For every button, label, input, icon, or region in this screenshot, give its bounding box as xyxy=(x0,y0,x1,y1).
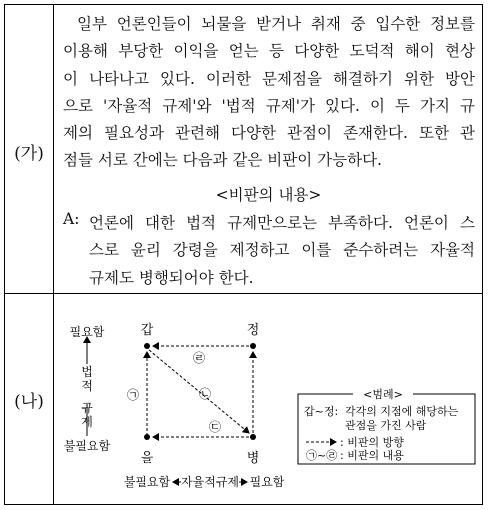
critique-title: <비판의 내용> xyxy=(215,186,322,204)
legend-row1-text: 각각의 지점에 해당하는 xyxy=(345,405,459,418)
critique-line: 규제도 병행되어야 한다. xyxy=(89,268,254,287)
paragraph-line: 점들 서로 간에는 다음과 같은 비판이 가능하다. xyxy=(63,151,382,170)
legend-row3-text: : 비판의 내용 xyxy=(340,449,404,462)
section-na-label: (나) xyxy=(14,392,44,412)
point-gap xyxy=(144,343,150,349)
legend-row1-text2: 관점을 가진 사람 xyxy=(345,419,427,432)
critique-line: 언론에 대한 법적 규제만으로는 부족하다. 언론이 스 xyxy=(89,214,475,232)
point-byeong xyxy=(250,434,256,440)
legend-row3-key: ㉠~㉣ xyxy=(306,449,338,462)
paragraph-line: 이용해 부당한 이익을 얻는 등 다양한 도덕적 해이 현상 xyxy=(63,42,475,61)
point-eul-label: 을 xyxy=(140,451,154,466)
paragraph-line: 이 나타나고 있다. 이러한 문제점을 해결하기 위한 방안 xyxy=(63,69,475,88)
mark-a3: ㉢ xyxy=(208,420,222,434)
legend-row1-key: 갑~정: xyxy=(304,405,339,418)
critique-line: 스로 윤리 강령을 제정하고 이를 준수하려는 자율적 xyxy=(89,241,475,260)
y-axis-top-label: 필요함 xyxy=(69,325,105,339)
y-axis-char: 제 xyxy=(81,415,93,429)
legend-title: <범례> xyxy=(363,388,403,401)
mark-a2: ㉡ xyxy=(198,387,212,401)
critique-diagram xyxy=(53,294,483,504)
critique-text xyxy=(89,210,475,292)
paragraph-line: 제의 필요성과 관련해 다양한 관점이 존재한다. 또한 관 xyxy=(63,124,475,143)
critique-key: A: xyxy=(63,210,80,228)
x-axis-right-label: 필요함 xyxy=(249,475,285,489)
legend-row2-text: : 비판의 방향 xyxy=(340,436,404,449)
point-byeong-label: 병 xyxy=(246,451,260,466)
y-axis-char: 법 xyxy=(81,365,93,379)
section-ga-paragraph xyxy=(63,11,475,175)
point-jeong xyxy=(250,343,256,349)
question-table xyxy=(4,4,483,505)
mark-a1: ㉠ xyxy=(126,388,140,402)
x-axis-mid-label: 자율적규제 xyxy=(181,475,239,489)
paragraph-line: 일부 언론인들이 뇌물을 받거나 취재 중 입수한 정보를 xyxy=(77,15,475,33)
y-axis-char: 규 xyxy=(81,401,93,415)
point-gap-label: 갑 xyxy=(140,323,154,338)
y-axis-char: 적 xyxy=(81,379,93,393)
section-ga-label: (가) xyxy=(14,144,44,164)
x-axis-left-label: 불필요함 xyxy=(123,475,171,489)
point-jeong-label: 정 xyxy=(246,323,260,338)
paragraph-line: 으로 '자율적 규제'와 '법적 규제'가 있다. 이 두 가지 규 xyxy=(63,96,475,115)
y-axis-bottom-label: 불필요함 xyxy=(63,439,111,453)
mark-a4: ㉣ xyxy=(192,351,206,365)
